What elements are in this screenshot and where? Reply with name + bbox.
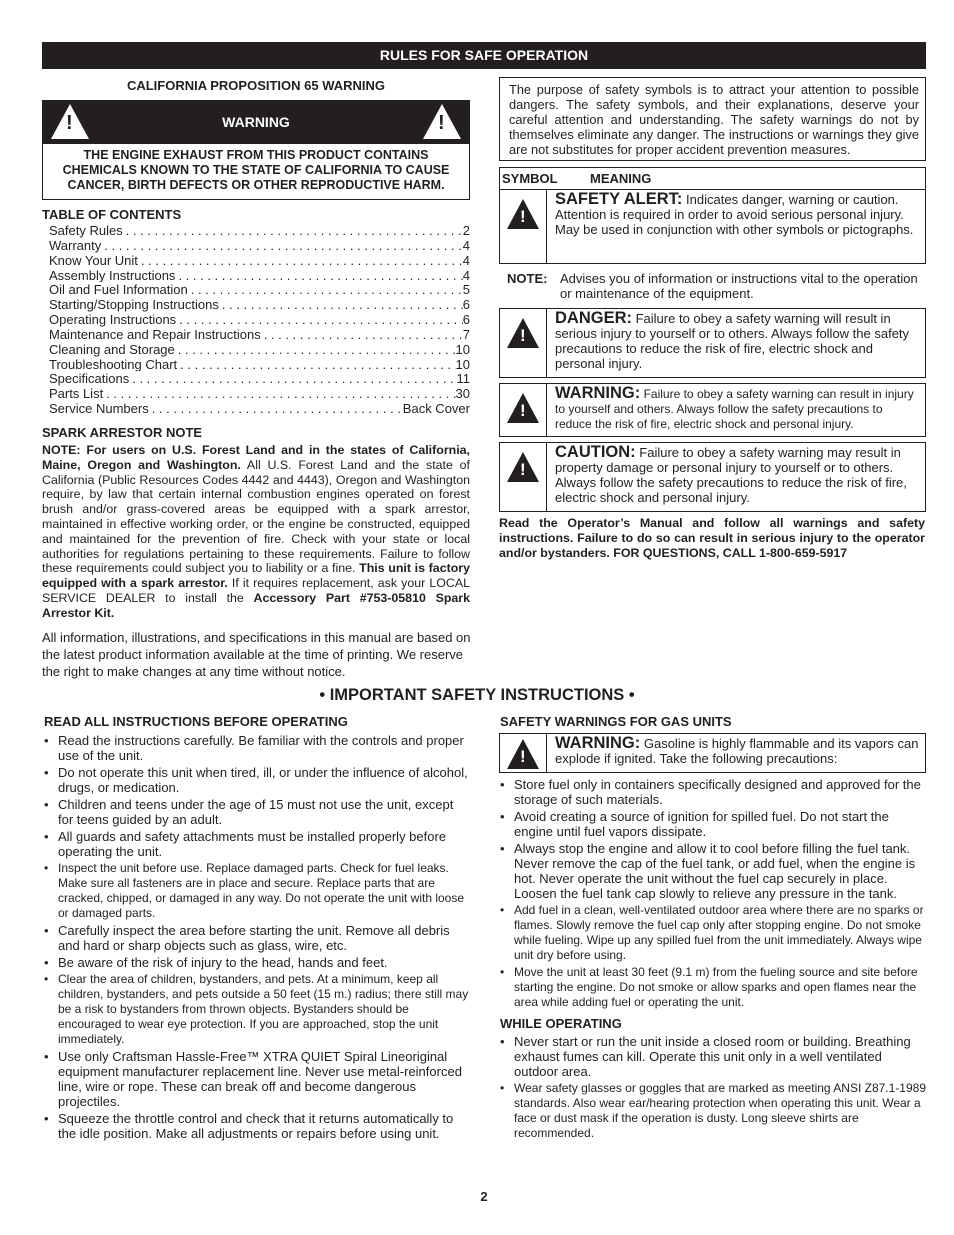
warning-row: ! WARNING: Failure to obey a safety warning can result in injury to yourself and others. Always follow the safety precautions to reduce the risk of fire, electric shock and personal injury.	[499, 383, 926, 437]
list-item: • Wear safety glasses or goggles that are marked as meeting ANSI Z87.1-1989 standards. Also wear ear/hearing protection when operating this unit. Wear a face or dust mask if the operation is dusty. Long sleeve shirts are recommended.	[500, 1081, 926, 1141]
toc-item[interactable]: Troubleshooting Chart . . . 10	[42, 357, 470, 372]
symbol-column-header: SYMBOL	[502, 171, 558, 186]
caution-icon	[507, 452, 539, 482]
list-item: • Move the unit at least 30 feet (9.1 m) from the fueling source and site before starting the engine. Do not smoke or allow sparks and open flames near the area while adding fuel or operating the unit.	[500, 965, 926, 1010]
list-item: • Never start or run the unit inside a closed room or building. Breathing exhaust fumes can kill. Operate this unit only in a well ventilated outdoor area.	[500, 1034, 926, 1079]
list-item: • Children and teens under the age of 15 must not use the unit, except for teens guided by an adult.	[44, 797, 470, 827]
list-item: • Read the instructions carefully. Be familiar with the controls and proper use of the unit.	[44, 733, 470, 763]
gasoline-warning-icon	[507, 739, 539, 769]
list-item: • Always stop the engine and allow it to cool before filling the fuel tank. Never remove the cap of the fuel tank, or add fuel, when the engine is hot. Never operate the unit without the fuel cap securely in place. Loosen the fuel tank cap slowly to relieve any pressure in the tank.	[500, 841, 926, 901]
important-safety-heading: • IMPORTANT SAFETY INSTRUCTIONS •	[319, 686, 635, 704]
warning-triangle-icon	[423, 104, 461, 139]
toc-item[interactable]: Know Your Unit . . . 4	[42, 253, 470, 268]
list-item: • Clear the area of children, bystanders, and pets. At a minimum, keep all children, bystanders, and pets outside a 50 feet (15 m.) radius; there still may be a risk to bystanders from thrown objects. Bystanders should be encouraged to wear eye protection. If you are approached, stop the unit immediately.	[44, 972, 470, 1047]
toc-item[interactable]: Service Numbers . . . Back Cover	[42, 401, 470, 416]
prop65-warning-box	[42, 100, 470, 200]
while-operating-title: WHILE OPERATING	[500, 1016, 622, 1031]
gas-warning-box: ! WARNING: Gasoline is highly flammable and its vapors can explode if ignited. Take the following precautions:	[499, 733, 926, 773]
safety-symbols-purpose: The purpose of safety symbols is to attract your attention to possible dangers. The safety symbols, and their explanations, deserve your careful attention and understanding. The safety warnings do not by themselves eliminate any danger. The instructions or warnings they give are not substitutes for proper accident prevention measures.	[499, 77, 926, 161]
section-banner: RULES FOR SAFE OPERATION	[42, 42, 926, 69]
while-operating-list	[500, 1034, 926, 1143]
list-item: • Avoid creating a source of ignition for spilled fuel. Do not start the engine until fuel vapors dissipate.	[500, 809, 926, 839]
toc-item[interactable]: Cleaning and Storage . . . 10	[42, 342, 470, 357]
toc-item[interactable]: Starting/Stopping Instructions . . . 6	[42, 297, 470, 312]
meaning-column-header: MEANING	[590, 171, 652, 186]
toc-item[interactable]: Warranty . . . 4	[42, 238, 470, 253]
list-item: • Store fuel only in containers specifically designed and approved for the storage of such materials.	[500, 777, 926, 807]
spark-arrestor-note: NOTE: For users on U.S. Forest Land and in the states of California, Maine, Oregon and Washington. All U.S. Forest Land and the state of California (Public Resources Codes 4442 and 4443), Oregon and Washington require, by law that certain internal combustion engines operated on forest brush and/or grass-covered areas be equipped with a spark arrestor, maintained in effective working order, or the engine be constructed, equipped and maintained for the prevention of fire. Check with your state or local authorities for regulations pertaining to these requirements. Failure to follow these requirements could subject you to liability or a fine. This unit is factory equipped with a spark arrestor. If it requires replacement, ask your LOCAL SERVICE DEALER to install the Accessory Part #753-05810 Spark Arrestor Kit.	[42, 443, 471, 620]
list-item: • Squeeze the throttle control and check that it returns automatically to the idle position. Make all adjustments or repairs before using unit.	[44, 1111, 470, 1141]
list-item: • Carefully inspect the area before starting the unit. Remove all debris and hard or sharp objects such as glass, wire, etc.	[44, 923, 470, 953]
list-item: • Be aware of the risk of injury to the head, hands and feet.	[44, 955, 470, 970]
page-number: 2	[480, 1189, 488, 1204]
toc-title: TABLE OF CONTENTS	[42, 207, 182, 222]
table-of-contents	[42, 223, 470, 416]
toc-item[interactable]: Operating Instructions . . . 6	[42, 312, 470, 327]
toc-item[interactable]: Safety Rules . . . 2	[42, 223, 470, 238]
toc-item[interactable]: Oil and Fuel Information . . . 5	[42, 282, 470, 297]
toc-item[interactable]: Assembly Instructions . . . 4	[42, 268, 470, 283]
danger-row: ! DANGER: Failure to obey a safety warning will result in serious injury to yourself or to others. Always follow the safety precautions to reduce the risk of fire, electric shock and personal injury.	[499, 308, 926, 378]
prop65-warning-label: WARNING	[222, 114, 290, 130]
toc-item[interactable]: Specifications . . . 11	[42, 371, 470, 386]
gas-list	[500, 777, 926, 1012]
prop65-title: CALIFORNIA PROPOSITION 65 WARNING	[126, 78, 386, 93]
list-item: • Use only Craftsman Hassle-Free™ XTRA QUIET Spiral Lineoriginal equipment manufacturer replacement line. Never use metal-reinforced line, wire or rope. These can break off and become dangerous projectiles.	[44, 1049, 470, 1109]
spark-title: SPARK ARRESTOR NOTE	[42, 425, 203, 440]
gas-title: SAFETY WARNINGS FOR GAS UNITS	[500, 714, 732, 729]
list-item: • Do not operate this unit when tired, ill, or under the influence of alcohol, drugs, or medication.	[44, 765, 470, 795]
toc-item[interactable]: Parts List . . . 30	[42, 386, 470, 401]
note-label: NOTE:	[507, 271, 548, 286]
list-item: • Inspect the unit before use. Replace damaged parts. Check for fuel leaks. Make sure all fasteners are in place and secure. Replace parts that are cracked, chipped, or damaged in any way. Do not operate the unit with loose or damaged parts.	[44, 861, 470, 921]
list-item: • All guards and safety attachments must be installed properly before operating the unit.	[44, 829, 470, 859]
danger-icon	[507, 318, 539, 348]
warning-triangle-icon	[51, 104, 89, 139]
read-manual-notice: Read the Operator’s Manual and follow all warnings and safety instructions. Failure to do so can result in serious injury to the operator and/or bystanders. FOR QUESTIONS, CALL 1-800-659-5917	[499, 516, 925, 560]
safety-alert-icon	[507, 199, 539, 229]
read-all-list	[44, 733, 470, 1143]
prop65-warning-body: THE ENGINE EXHAUST FROM THIS PRODUCT CONTAINS CHEMICALS KNOWN TO THE STATE OF CALIFORNIA TO CAUSE CANCER, BIRTH DEFECTS OR OTHER REPRODUCTIVE HARM.	[62, 148, 450, 192]
symbol-table	[499, 167, 926, 264]
toc-item[interactable]: Maintenance and Repair Instructions . . . 7	[42, 327, 470, 342]
safety-alert-row: ! SAFETY ALERT: Indicates danger, warning or caution. Attention is required in order to avoid serious personal injury. May be used in conjunction with other symbols or pictographs.	[500, 190, 925, 263]
disclaimer-text: All information, illustrations, and specifications in this manual are based on the latest product information available at the time of printing. We reserve the right to make changes at any time without notice.	[42, 630, 471, 679]
prop65-warning-header	[43, 101, 469, 144]
warning-icon	[507, 393, 539, 423]
read-all-title: READ ALL INSTRUCTIONS BEFORE OPERATING	[44, 714, 348, 729]
note-text: Advises you of information or instructions vital to the operation or maintenance of the equipment.	[560, 271, 918, 301]
symbol-table-header	[500, 168, 925, 190]
caution-row: ! CAUTION: Failure to obey a safety warning may result in property damage or personal injury to yourself or to others. Always follow the safety precautions to reduce the risk of fire, electric shock and personal injury.	[499, 442, 926, 512]
list-item: • Add fuel in a clean, well-ventilated outdoor area where there are no sparks or flames. Slowly remove the fuel cap only after stopping engine. Do not smoke while fueling. Wipe up any spilled fuel from the unit immediately. Always wipe unit dry before using.	[500, 903, 926, 963]
